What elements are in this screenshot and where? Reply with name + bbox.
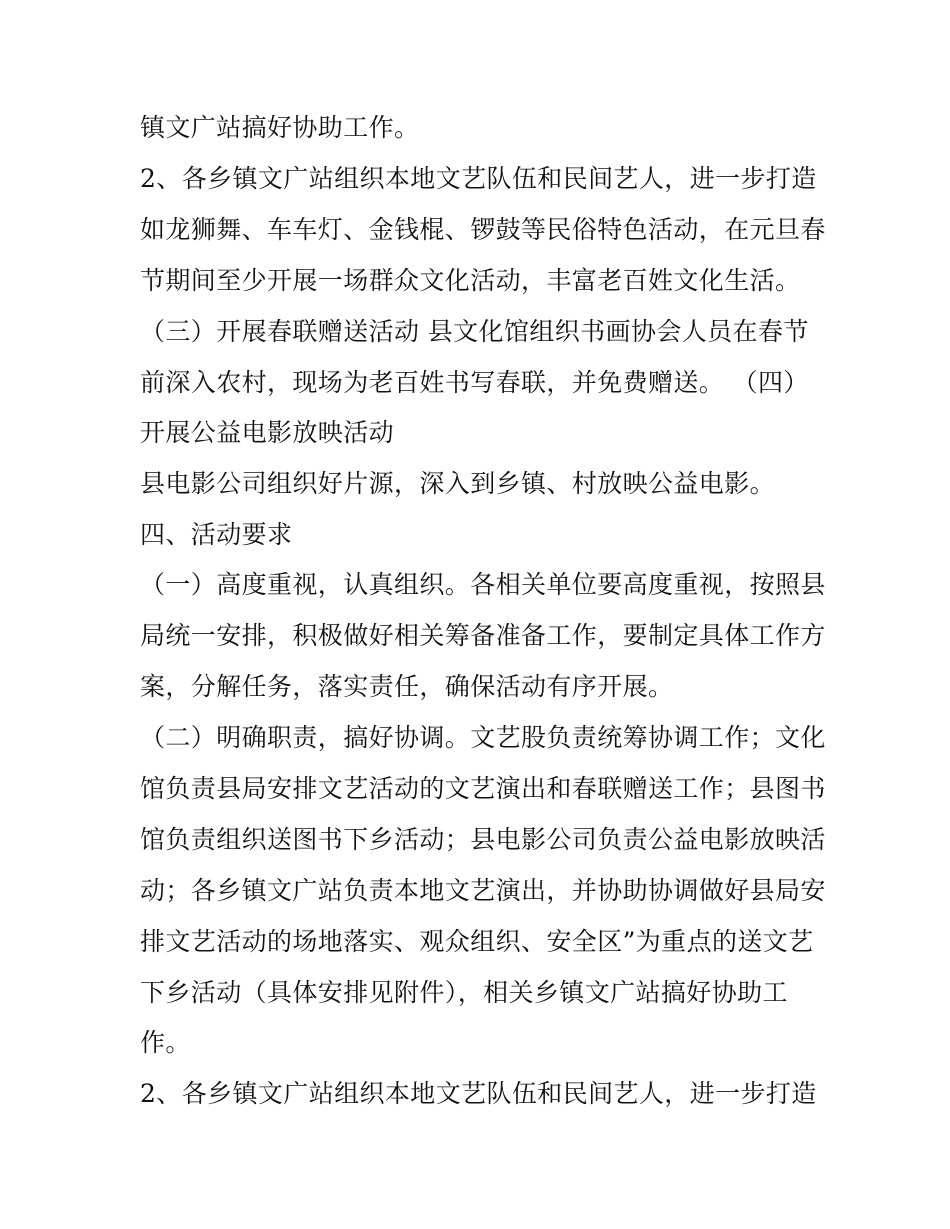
text-line: 馆负责组织送图书下乡活动；县电影公司负责公益电影放映活 bbox=[140, 825, 826, 854]
text-line: 动；各乡镇文广站负责本地文艺演出，并协助协调做好县局安 bbox=[140, 876, 826, 905]
text-line: 馆负责县局安排文艺活动的文艺演出和春联赠送工作；县图书 bbox=[140, 774, 826, 803]
text-line: 下乡活动（具体安排见附件），相关乡镇文广站搞好协助工 bbox=[140, 978, 788, 1007]
text-line: （三）开展春联赠送活动 县文化馆组织书画协会人员在春节 bbox=[140, 317, 809, 346]
text-line: 2、各乡镇文广站组织本地文艺队伍和民间艺人，进一步打造 bbox=[140, 164, 817, 193]
text-line: 如龙狮舞、车车灯、金钱棍、锣鼓等民俗特色活动，在元旦春 bbox=[140, 215, 826, 244]
text-line: 排文艺活动的场地落实、观众组织、安全区”为重点的送文艺 bbox=[140, 927, 814, 956]
text-line: 局统一安排，积极做好相关筹备准备工作，要制定具体工作方 bbox=[140, 621, 826, 650]
text-line: 县电影公司组织好片源，深入到乡镇、村放映公益电影。 bbox=[140, 469, 776, 498]
text-line: 前深入农村，现场为老百姓书写春联，并免费赠送。 （四） bbox=[140, 368, 809, 397]
text-line: 镇文广站搞好协助工作。 bbox=[140, 113, 420, 142]
text-line: 作。 bbox=[140, 1028, 191, 1057]
text-line: （二）明确职责，搞好协调。文艺股负责统筹协调工作；文化 bbox=[140, 723, 826, 752]
text-line: 节期间至少开展一场群众文化活动，丰富老百姓文化生活。 bbox=[140, 266, 801, 295]
section-heading: 四、活动要求 bbox=[140, 520, 293, 549]
text-line: 2、各乡镇文广站组织本地文艺队伍和民间艺人，进一步打造 bbox=[140, 1079, 817, 1108]
text-line: 案，分解任务，落实责任，确保活动有序开展。 bbox=[140, 672, 674, 701]
text-line: （一）高度重视，认真组织。各相关单位要高度重视，按照县 bbox=[140, 570, 826, 599]
text-line: 开展公益电影放映活动 bbox=[140, 418, 395, 447]
